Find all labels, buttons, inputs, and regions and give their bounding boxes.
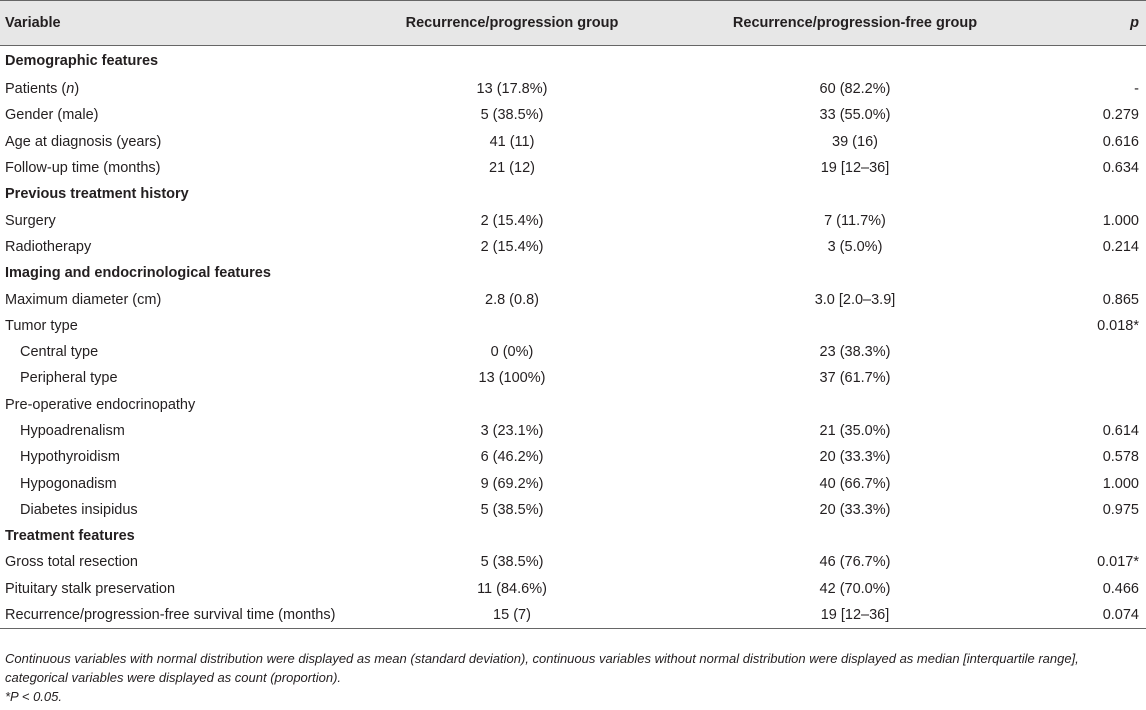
row-label: Maximum diameter (cm) <box>5 291 162 308</box>
row-label: Follow-up time (months) <box>5 160 161 177</box>
row-label-cell <box>0 339 362 365</box>
row-label-cell <box>0 102 362 128</box>
row-label-cell <box>0 549 362 575</box>
table-row <box>0 576 1146 602</box>
recurrence-group-value: 11 (84.6%) <box>477 580 547 597</box>
row-label: Pituitary stalk preservation <box>5 580 176 597</box>
section-row <box>0 260 1146 286</box>
recurrence-free-group-value: 23 (38.3%) <box>819 344 891 361</box>
footnote-definitions: Continuous variables with normal distribution were displayed as mean (standard deviation), continuous variables without normal distribution were displayed as median [interquartile range], categorical variables were displayed as count (proportion). <box>5 651 1079 685</box>
table-row <box>0 392 1146 418</box>
row-label-cell <box>0 392 362 418</box>
row-label-cell <box>0 444 362 470</box>
recurrence-free-group-value: 19 [12–36] <box>662 602 1048 629</box>
row-label-cell <box>0 129 362 155</box>
section-heading: Treatment features <box>5 528 135 545</box>
recurrence-group-value: 5 (38.5%) <box>480 107 544 124</box>
header-recurrence-free-group: Recurrence/progression-free group <box>662 1 1048 46</box>
row-label-cell <box>0 576 362 602</box>
recurrence-group-value: 21 (12) <box>489 160 535 177</box>
recurrence-free-group-value <box>662 313 1048 339</box>
recurrence-group-value: 5 (38.5%) <box>480 554 544 571</box>
row-label-cell <box>0 602 362 629</box>
recurrence-group-value <box>362 392 662 418</box>
table-row <box>0 365 1146 391</box>
p-value: 0.018* <box>1097 317 1139 334</box>
row-label: Surgery <box>5 212 56 229</box>
p-value: 1.000 <box>1102 212 1139 229</box>
p-value: 0.578 <box>1102 449 1139 466</box>
p-value: 0.074 <box>1048 602 1146 629</box>
recurrence-free-group-value: 19 [12–36] <box>820 160 890 177</box>
section-row <box>0 181 1146 207</box>
row-label: Recurrence/progression-free survival time (months) <box>5 607 336 624</box>
table-row <box>0 339 1146 365</box>
recurrence-free-group-value: 3 (5.0%) <box>827 238 883 255</box>
p-value: - <box>1134 81 1139 98</box>
row-label: Tumor type <box>5 317 78 334</box>
row-label: Pre-operative endocrinopathy <box>5 396 196 413</box>
table-footnote <box>5 649 1135 706</box>
table-row <box>0 497 1146 523</box>
row-label-cell <box>0 155 362 181</box>
p-value: 0.865 <box>1102 291 1139 308</box>
p-value: 0.634 <box>1102 160 1139 177</box>
recurrence-free-group-value: 7 (11.7%) <box>824 212 886 229</box>
recurrence-group-value: 6 (46.2%) <box>480 449 544 466</box>
row-label: Peripheral type <box>20 370 118 387</box>
table-row <box>0 234 1146 260</box>
p-value <box>1048 339 1146 365</box>
section-row <box>0 523 1146 549</box>
recurrence-free-group-value: 46 (76.7%) <box>819 554 891 571</box>
row-label-cell <box>0 497 362 523</box>
row-label: Central type <box>20 344 99 361</box>
p-value: 0.975 <box>1102 501 1139 518</box>
recurrence-group-value: 2 (15.4%) <box>480 238 544 255</box>
table-row <box>0 418 1146 444</box>
section-heading: Demographic features <box>5 53 159 69</box>
recurrence-group-value: 2.8 (0.8) <box>485 291 539 308</box>
row-label: Hypothyroidism <box>20 449 120 466</box>
row-label: Gender (male) <box>5 107 99 124</box>
row-label: Radiotherapy <box>5 238 92 255</box>
recurrence-free-group-value: 60 (82.2%) <box>819 81 891 98</box>
recurrence-free-group-value: 33 (55.0%) <box>819 107 891 124</box>
recurrence-free-group-value: 40 (66.7%) <box>819 475 891 492</box>
p-value: 0.214 <box>1102 238 1139 255</box>
table-row <box>0 470 1146 496</box>
row-label-cell: Patients (n) <box>5 81 80 98</box>
recurrence-group-value: 5 (38.5%) <box>480 501 544 518</box>
recurrence-group-value: 2 (15.4%) <box>480 212 544 229</box>
recurrence-free-group-value: 39 (16) <box>832 133 878 150</box>
p-value <box>1048 392 1146 418</box>
footnote-significance: *P < 0.05. <box>5 689 62 704</box>
recurrence-free-group-value: 20 (33.3%) <box>819 449 891 466</box>
recurrence-group-value: 41 (11) <box>489 133 535 150</box>
recurrence-free-group-value: 3.0 [2.0–3.9] <box>814 291 896 308</box>
row-label-cell <box>0 234 362 260</box>
recurrence-group-value: 13 (100%) <box>478 370 546 387</box>
table-row <box>0 102 1146 128</box>
header-variable: Variable <box>0 1 362 46</box>
table-row <box>0 207 1146 233</box>
row-label-cell <box>0 365 362 391</box>
table-row <box>0 155 1146 181</box>
row-label-italic: n <box>66 81 75 98</box>
table-row <box>0 444 1146 470</box>
row-label: Age at diagnosis (years) <box>5 133 162 150</box>
recurrence-free-group-value: 21 (35.0%) <box>819 423 891 439</box>
row-label: Hypogonadism <box>20 475 117 492</box>
p-value: 0.616 <box>1102 133 1139 150</box>
row-label-cell <box>0 418 362 444</box>
row-label: Diabetes insipidus <box>20 501 138 518</box>
recurrence-free-group-value: 42 (70.0%) <box>819 580 891 597</box>
recurrence-free-group-value <box>662 392 1048 418</box>
table-row <box>0 549 1146 575</box>
row-label: Gross total resection <box>5 554 138 571</box>
header-p-value: p <box>1048 1 1146 46</box>
p-value <box>1048 365 1146 391</box>
recurrence-group-value: 15 (7) <box>362 602 662 629</box>
recurrence-free-group-value: 20 (33.3%) <box>819 501 891 518</box>
table-body <box>0 46 1146 629</box>
row-label-cell <box>0 286 362 312</box>
row-label-cell <box>0 313 362 339</box>
row-label-cell <box>0 207 362 233</box>
table-row <box>0 602 1146 629</box>
table-row <box>0 313 1146 339</box>
recurrence-group-value: 13 (17.8%) <box>476 81 548 98</box>
row-label: Patients <box>5 81 58 98</box>
p-value: 0.466 <box>1102 580 1139 597</box>
header-row <box>0 1 1146 46</box>
recurrence-group-value: 0 (0%) <box>490 344 534 361</box>
p-value: 1.000 <box>1102 475 1139 492</box>
table-row <box>0 286 1146 312</box>
recurrence-group-value: 3 (23.1%) <box>480 423 544 439</box>
table-header <box>0 1 1146 46</box>
section-row <box>0 46 1146 77</box>
row-label: Hypoadrenalism <box>20 423 125 439</box>
p-value: 0.614 <box>1102 423 1139 439</box>
section-heading: Imaging and endocrinological features <box>5 265 271 282</box>
table-row <box>0 76 1146 102</box>
p-value: 0.017* <box>1097 554 1139 571</box>
table-row <box>0 129 1146 155</box>
recurrence-group-value <box>362 313 662 339</box>
row-label-cell <box>0 470 362 496</box>
recurrence-group-value: 9 (69.2%) <box>480 475 544 492</box>
recurrence-free-group-value: 37 (61.7%) <box>819 370 891 387</box>
p-value: 0.279 <box>1102 107 1139 124</box>
header-recurrence-group: Recurrence/progression group <box>362 1 662 46</box>
section-heading: Previous treatment history <box>5 186 189 203</box>
